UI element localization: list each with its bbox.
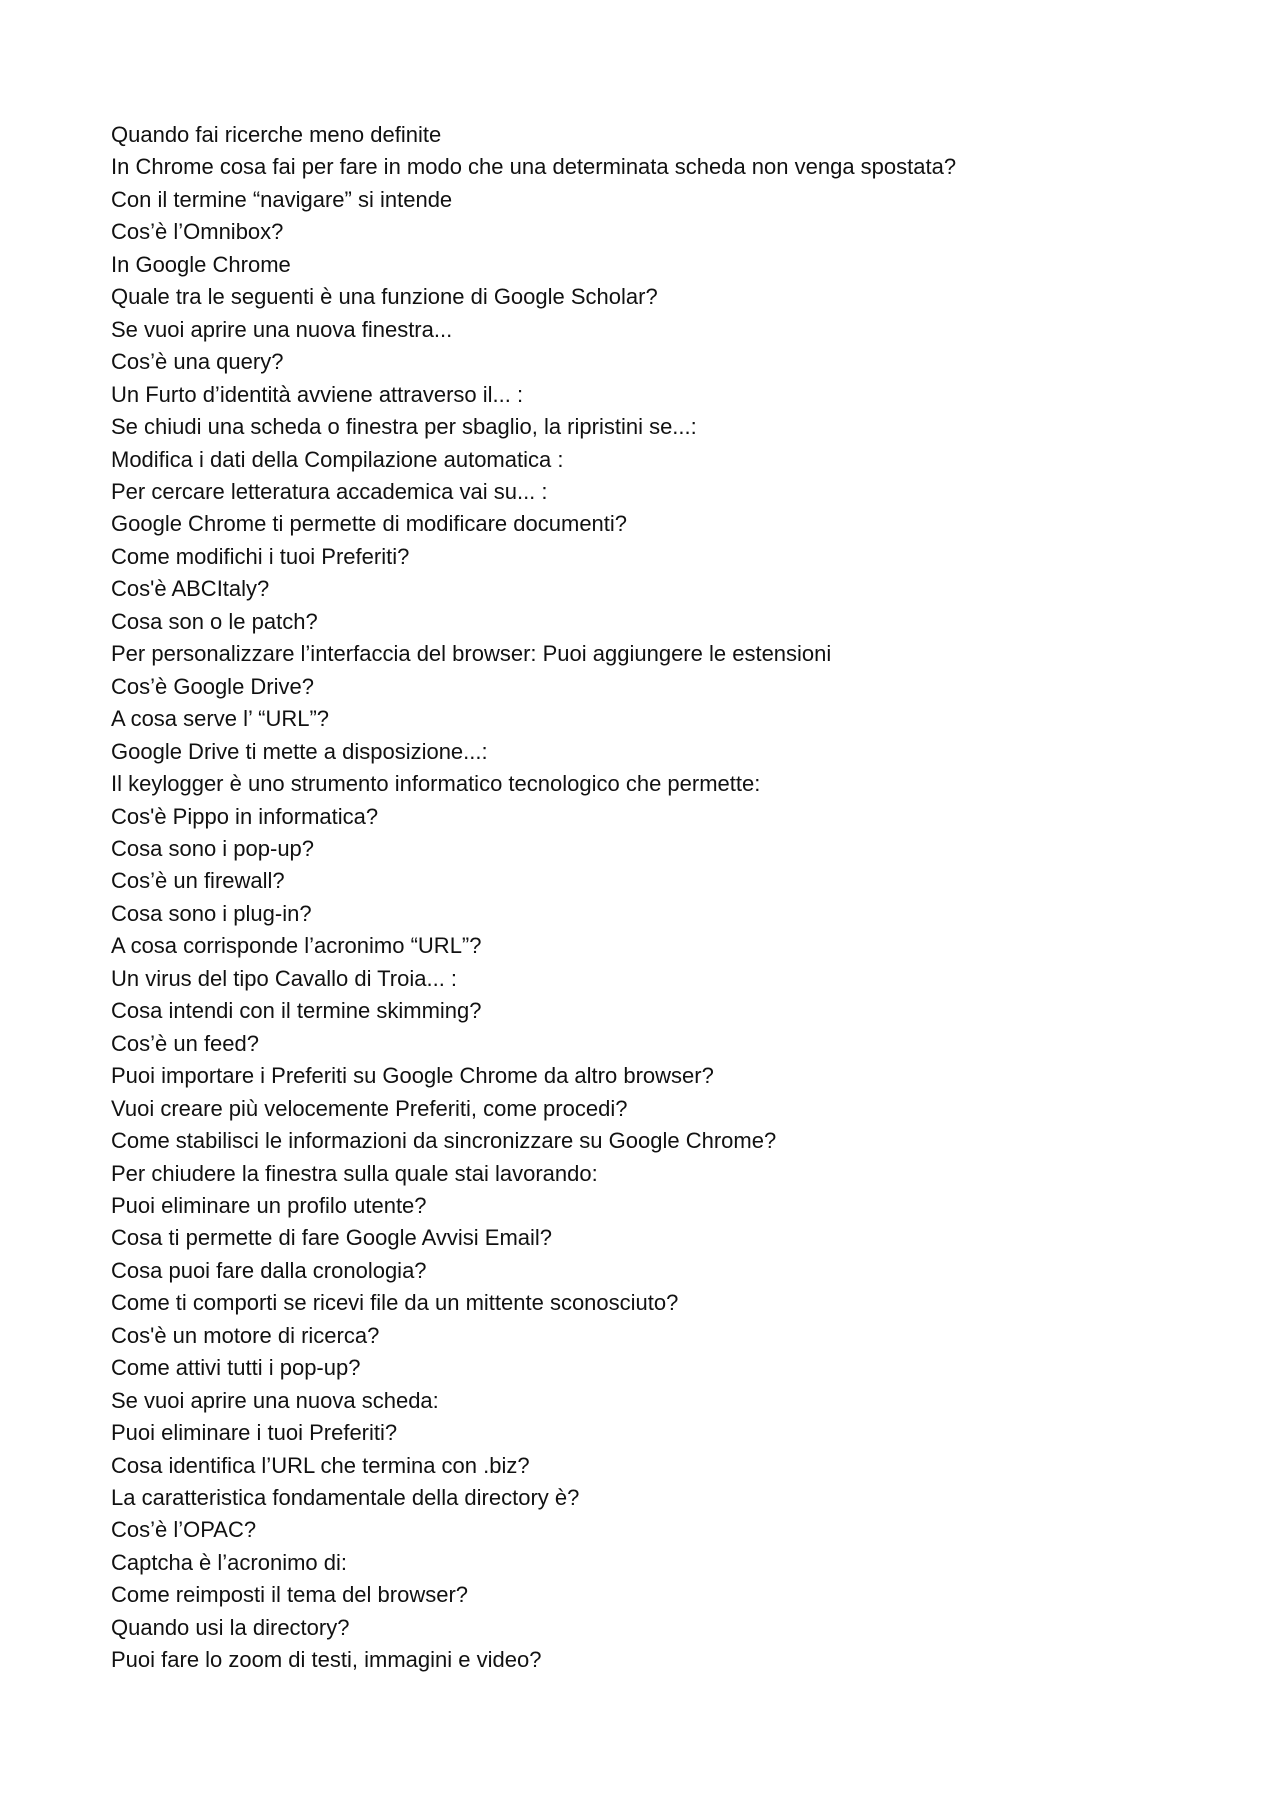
question-line: Cosa sono i plug-in? [111, 900, 312, 926]
question-line: Come attivi tutti i pop-up? [111, 1355, 361, 1381]
question-line: Google Chrome ti permette di modificare documenti? [111, 511, 628, 537]
question-line: Cos'è un motore di ricerca? [111, 1322, 380, 1348]
question-line: Come stabilisci le informazioni da sincronizzare su Google Chrome? [111, 1128, 777, 1154]
question-line: Cosa ti permette di fare Google Avvisi Email? [111, 1225, 553, 1251]
question-line: Con il termine “navigare” si intende [111, 186, 453, 212]
question-line: Captcha è l’acronimo di: [111, 1549, 348, 1575]
question-line: Cosa puoi fare dalla cronologia? [111, 1257, 427, 1283]
question-line: Cos’è una query? [111, 349, 284, 375]
question-line: Quale tra le seguenti è una funzione di Google Scholar? [111, 284, 658, 310]
question-line: Per personalizzare l’interfaccia del browser: Puoi aggiungere le estensioni [111, 641, 832, 667]
question-line: Quando fai ricerche meno definite [111, 122, 442, 147]
question-line: Cos’è l’Omnibox? [111, 219, 284, 245]
question-line: Puoi eliminare un profilo utente? [111, 1192, 427, 1218]
question-line: Un Furto d’identità avviene attraverso il... : [111, 381, 524, 407]
question-line: Per chiudere la finestra sulla quale stai lavorando: [111, 1160, 598, 1186]
question-line: Il keylogger è uno strumento informatico tecnologico che permette: [111, 771, 761, 797]
question-line: Cos’è un firewall? [111, 868, 285, 894]
question-line: A cosa serve l’ “URL”? [111, 706, 330, 732]
question-line: Se chiudi una scheda o finestra per sbaglio, la ripristini se...: [111, 414, 697, 440]
question-line: Vuoi creare più velocemente Preferiti, come procedi? [111, 1095, 628, 1121]
question-line: Cos'è Pippo in informatica? [111, 803, 379, 829]
question-line: Per cercare letteratura accademica vai su... : [111, 478, 548, 504]
question-line: In Chrome cosa fai per fare in modo che una determinata scheda non venga spostata? [111, 154, 957, 180]
question-line: Cosa son o le patch? [111, 608, 318, 634]
question-line: Cos'è ABCItaly? [111, 576, 270, 602]
question-line: Come ti comporti se ricevi file da un mittente sconosciuto? [111, 1290, 679, 1316]
question-line: Come reimposti il tema del browser? [111, 1582, 469, 1608]
question-line: Se vuoi aprire una nuova finestra... [111, 316, 453, 342]
question-line: Cosa intendi con il termine skimming? [111, 998, 482, 1024]
question-line: La caratteristica fondamentale della directory è? [111, 1485, 580, 1511]
question-line: In Google Chrome [111, 251, 291, 277]
question-line: Se vuoi aprire una nuova scheda: [111, 1387, 439, 1413]
question-line: Cos’è Google Drive? [111, 673, 314, 699]
question-list [111, 119, 956, 1677]
question-line: Puoi eliminare i tuoi Preferiti? [111, 1420, 398, 1446]
question-line: Puoi fare lo zoom di testi, immagini e video? [111, 1647, 542, 1673]
question-line: Modifica i dati della Compilazione automatica : [111, 446, 564, 472]
question-line: Cos’è l’OPAC? [111, 1517, 257, 1543]
question-line: Cos’è un feed? [111, 1030, 259, 1056]
question-line: Cosa sono i pop-up? [111, 835, 315, 861]
question-line: Cosa identifica l’URL che termina con .biz? [111, 1452, 530, 1478]
question-line: Google Drive ti mette a disposizione...: [111, 738, 488, 764]
question-line: A cosa corrisponde l’acronimo “URL”? [111, 933, 482, 959]
question-line: Un virus del tipo Cavallo di Troia... : [111, 965, 458, 991]
question-line: Puoi importare i Preferiti su Google Chrome da altro browser? [111, 1063, 714, 1089]
question-line: Come modifichi i tuoi Preferiti? [111, 543, 410, 569]
question-line: Quando usi la directory? [111, 1614, 350, 1640]
